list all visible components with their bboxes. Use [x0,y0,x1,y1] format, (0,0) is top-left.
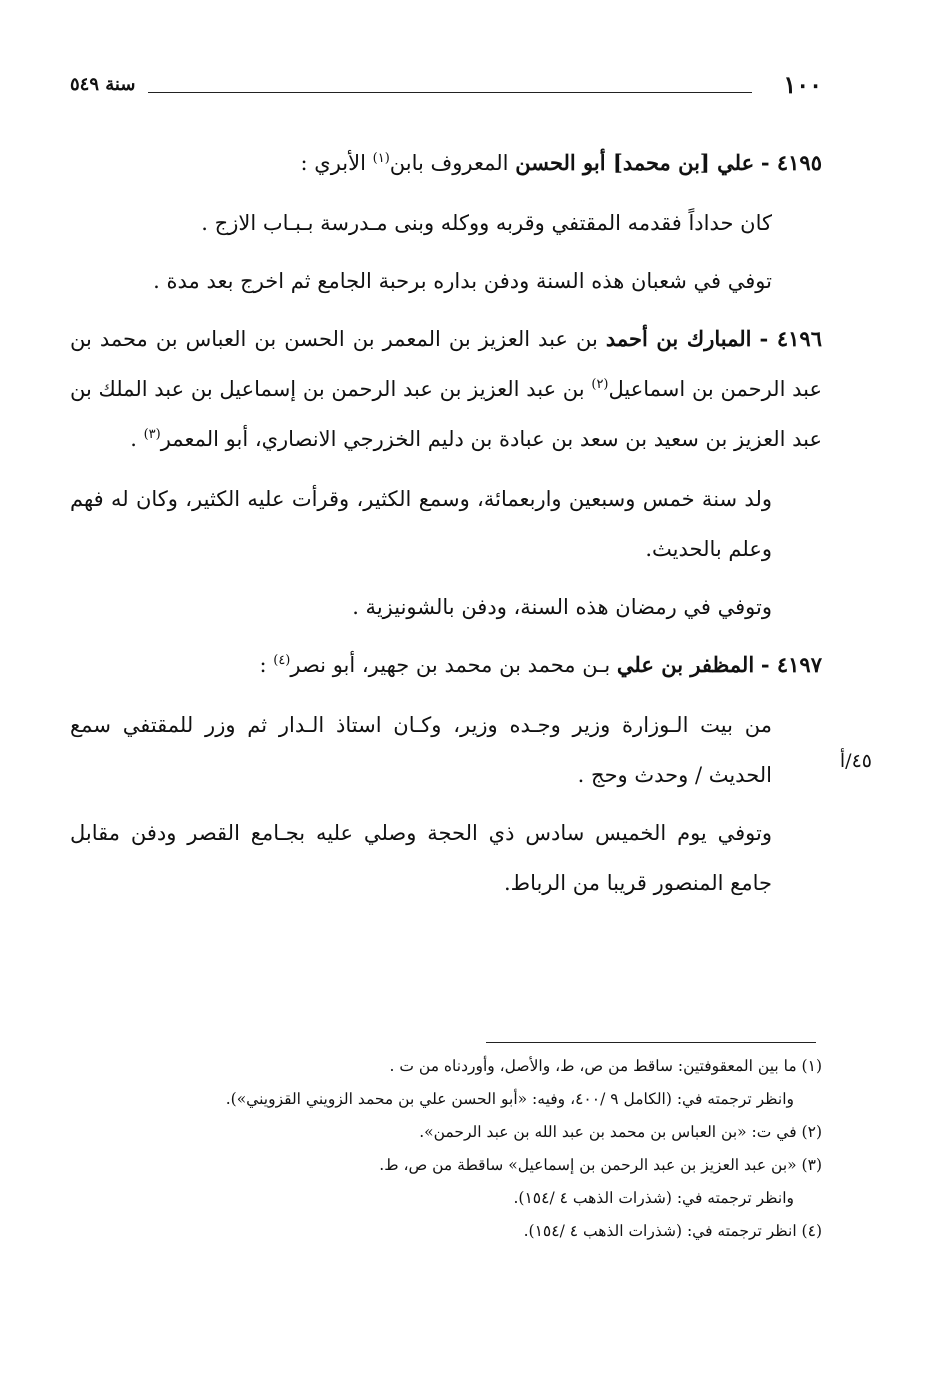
entry-4195-title [70,138,822,188]
footnote-1: (١) ما بين المعقوفتين: ساقط من ص، ط، والأصل، وأوردناه من ت . [389,1057,822,1075]
footnote-1-continuation: وانظر ترجمته في: (الكامل ٩ /٤٠٠، وفيه: «أبو الحسن علي بن محمد الزويني القزويني»). [225,1090,794,1108]
footnote-ref[interactable]: (٣) [143,427,161,442]
entry-4197-title [70,640,822,690]
entry-title-rest-2: بن عبد العزيز بن عبد الرحمن بن إسماعيل بن عبد الملك بن عبد العزيز بن سعيد بن سعد بن عبادة بن دليم الخزرجي الانصاري، أبو المعمر [70,377,822,451]
entry-title-end: الأبري : [300,151,366,175]
main-text [70,138,872,916]
footnote-rule [486,1042,816,1043]
entry-4196-title [70,314,822,464]
margin-folio-note: ٤٥/أ [839,750,872,772]
entry-title-rest: المعروف بابن [389,151,509,175]
footnote-4: (٤) انظر ترجمته في: (شذرات الذهب ٤ /١٥٤). [523,1222,822,1240]
footnote-2: (٢) في ت: «بن العباس بن محمد بن عبد الله بن عبد الرحمن». [419,1123,822,1141]
header-year: سنة ٥٤٩ [70,74,136,95]
entry-4195-paragraph: توفي في شعبان هذه السنة ودفن بداره برحبة الجامع ثم اخرج بعد مدة . [153,269,772,293]
entry-4196-paragraph: وتوفي في رمضان هذه السنة، ودفن بالشونيزية . [352,595,772,619]
footnote-3-continuation: وانظر ترجمته في: (شذرات الذهب ٤ /١٥٤). [513,1189,794,1207]
page-number: ١٠٠ [783,70,822,99]
entry-title-rest: بن عبد العزيز بن المعمر بن الحسن بن العباس بن محمد بن عبد الرحمن بن اسماعيل [70,327,822,401]
header-rule [148,92,752,93]
entry-title-rest: بـن محمد بن محمد بن جهير، أبو نصر [290,653,611,677]
footnote-ref[interactable]: (٤) [273,653,291,668]
entry-4197-paragraph-wrap [70,700,872,800]
running-header [70,70,822,110]
footnote-3: (٣) «بن عبد العزيز بن عبد الرحمن بن إسماعيل» ساقطة من ص، ط. [379,1156,822,1174]
entry-name: المظفر بن علي [616,652,755,677]
entry-4196-paragraph: ولد سنة خمس وسبعين واربعمائة، وسمع الكثير، وقرأت عليه الكثير، وكان له فهم وعلم بالحديث. [70,487,772,561]
entry-4197-paragraph: من بيت الـوزارة وزير وجـده وزير، وكـان استاذ الـدار ثم وزر للمقتفي سمع الحديث / وحدث وحج . [70,713,772,787]
entry-number: ٤١٩٦ - [759,326,822,351]
entry-title-end: . [130,427,137,451]
entry-number: ٤١٩٥ - [760,150,822,175]
entry-name: المبارك بن أحمد [605,326,752,351]
entry-4197-paragraph: وتوفي يوم الخميس سادس ذي الحجة وصلي عليه بجـامع القصر ودفن مقابل جامع المنصور قريبا من الرباط. [70,821,772,895]
entry-title-end: : [259,653,267,677]
entry-4195-paragraph: كان حداداً فقدمه المقتفي وقربه ووكله وبنى مـدرسة بـبـاب الازج . [201,211,772,235]
footnote-ref[interactable]: (١) [372,151,390,166]
entry-number: ٤١٩٧ - [760,652,822,677]
entry-name: علي [بن محمد] أبو الحسن [515,150,755,175]
footnote-ref[interactable]: (٢) [591,377,609,392]
footnotes [70,1050,822,1248]
